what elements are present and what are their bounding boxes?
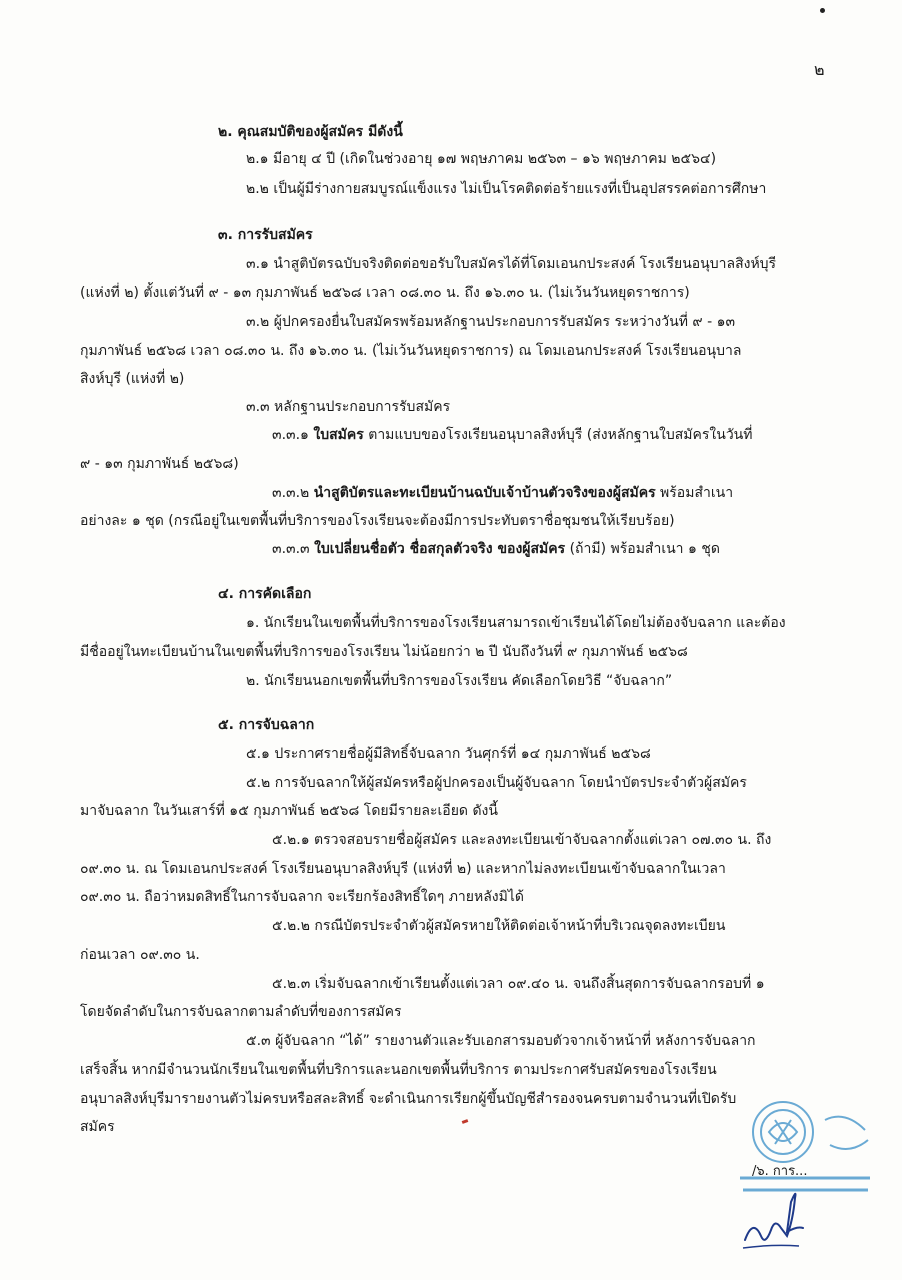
item-3-3-1-cont: ๙ - ๑๓ กุมภาพันธ์ ๒๕๖๘) [80, 456, 239, 472]
section-3-1-cont: (แห่งที่ ๒) ตั้งแต่วันที่ ๙ - ๑๓ กุมภาพันธ์ ๒๕๖๘ เวลา ๐๘.๓๐ น. ถึง ๑๖.๓๐ น. (ไม่เว้นวันหยุดราชการ) [80, 285, 690, 301]
continuation-note: /๖. การ... [752, 1164, 808, 1179]
section-5-3-cont3: สมัคร [80, 1119, 115, 1135]
section-5-2-1: ๕.๒.๑ ตรวจสอบรายชื่อผู้สมัคร และลงทะเบียนเข้าจับฉลากตั้งแต่เวลา ๐๗.๓๐ น. ถึง [272, 832, 772, 848]
item-3-3-2-rest: พร้อมสำเนา [655, 485, 734, 501]
item-3-3-1-num: ๓.๓.๑ [272, 427, 309, 443]
section-3-2: ๓.๒ ผู้ปกครองยื่นใบสมัครพร้อมหลักฐานประกอบการรับสมัคร ระหว่างวันที่ ๙ - ๑๓ [246, 314, 736, 330]
signature [735, 1180, 815, 1260]
item-3-3-2-cont: อย่างละ ๑ ชุด (กรณีอยู่ในเขตพื้นที่บริการของโรงเรียนจะต้องมีการประทับตราชื่อชุมชนให้เรียบร้อย) [80, 513, 675, 529]
section-3-2-cont: กุมภาพันธ์ ๒๕๖๘ เวลา ๐๘.๓๐ น. ถึง ๑๖.๓๐ น. (ไม่เว้นวันหยุดราชการ) ณ โดมเอนกประสงค์ โรงเรียนอนุบาล [80, 343, 742, 359]
item-3-3-1-rest: ตามแบบของโรงเรียนอนุบาลสิงห์บุรี (ส่งหลักฐานใบสมัครในวันที่ [363, 427, 753, 443]
section-2-1: ๒.๑ มีอายุ ๔ ปี (เกิดในช่วงอายุ ๑๗ พฤษภาคม ๒๕๖๓ – ๑๖ พฤษภาคม ๒๕๖๔) [246, 151, 717, 167]
section-2-2: ๒.๒ เป็นผู้มีร่างกายสมบูรณ์แข็งแรง ไม่เป็นโรคติดต่อร้ายแรงที่เป็นอุปสรรคต่อการศึกษา [246, 181, 767, 197]
item-3-3-3-rest: (ถ้ามี) พร้อมสำเนา ๑ ชุด [565, 541, 720, 557]
item-3-3-3-bold: ใบเปลี่ยนชื่อตัว ชื่อสกุลตัวจริง ของผู้สมัคร [314, 541, 566, 557]
section-5-3-cont2: อนุบาลสิงห์บุรีมารายงานตัวไม่ครบหรือสละสิทธิ์ จะดำเนินการเรียกผู้ขึ้นบัญชีสำรองจนครบตามจำนวนที่เปิดรับ [80, 1091, 737, 1107]
section-3-3: ๓.๓ หลักฐานประกอบการรับสมัคร [246, 399, 451, 415]
item-3-3-2-num: ๓.๓.๒ [272, 485, 310, 501]
section-4-heading: ๔. การคัดเลือก [218, 586, 312, 602]
section-5-2-2: ๕.๒.๒ กรณีบัตรประจำตัวผู้สมัครหายให้ติดต่อเจ้าหน้าที่บริเวณจุดลงทะเบียน [272, 918, 726, 934]
section-5-heading: ๕. การจับฉลาก [218, 717, 315, 733]
section-5-1: ๕.๑ ประกาศรายชื่อผู้มีสิทธิ์จับฉลาก วันศุกร์ที่ ๑๔ กุมภาพันธ์ ๒๕๖๘ [246, 746, 651, 762]
section-3-heading: ๓. การรับสมัคร [218, 227, 313, 243]
section-2-heading: ๒. คุณสมบัติของผู้สมัคร มีดังนี้ [218, 124, 403, 140]
section-4-1: ๑. นักเรียนในเขตพื้นที่บริการของโรงเรียนสามารถเข้าเรียนได้โดยไม่ต้องจับฉลาก และต้อง [246, 615, 786, 631]
page-number: ๒ [814, 60, 825, 79]
item-3-3-2 [272, 484, 733, 502]
section-3-1: ๓.๑ นำสูติบัตรฉบับจริงติดต่อขอรับใบสมัครได้ที่โดมเอนกประสงค์ โรงเรียนอนุบาลสิงห์บุรี [246, 256, 777, 272]
item-3-3-2-bold: นำสูติบัตรและทะเบียนบ้านฉบับเจ้าบ้านตัวจริงของผู้สมัคร [313, 485, 656, 501]
section-3-2-cont2: สิงห์บุรี (แห่งที่ ๒) [80, 371, 185, 387]
section-5-2-3: ๕.๒.๓ เริ่มจับฉลากเข้าเรียนตั้งแต่เวลา ๐๙.๔๐ น. จนถึงสิ้นสุดการจับฉลากรอบที่ ๑ [272, 976, 765, 992]
section-5-2-1-cont2: ๐๙.๓๐ น. ถือว่าหมดสิทธิ์ในการจับฉลาก จะเรียกร้องสิทธิ์ใดๆ ภายหลังมิได้ [80, 889, 525, 905]
section-5-2: ๕.๒ การจับฉลากให้ผู้สมัครหรือผู้ปกครองเป็นผู้จับฉลาก โดยนำบัตรประจำตัวผู้สมัคร [246, 775, 747, 791]
section-5-2-2-cont: ก่อนเวลา ๐๙.๓๐ น. [80, 947, 200, 963]
item-3-3-1-bold: ใบสมัคร [313, 427, 364, 443]
section-5-2-3-cont: โดยจัดลำดับในการจับฉลากตามลำดับที่ของการสมัคร [80, 1004, 402, 1020]
item-3-3-1 [272, 426, 752, 444]
section-5-2-cont: มาจับฉลาก ในวันเสาร์ที่ ๑๕ กุมภาพันธ์ ๒๕๖๘ โดยมีรายละเอียด ดังนี้ [80, 803, 498, 819]
section-4-1-cont: มีชื่ออยู่ในทะเบียนบ้านในเขตพื้นที่บริการของโรงเรียน ไม่น้อยกว่า ๒ ปี นับถึงวันที่ ๙ กุมภาพันธ์ ๒๕๖๘ [80, 644, 688, 660]
section-5-3: ๕.๓ ผู้จับฉลาก “ได้” รายงานตัวและรับเอกสารมอบตัวจากเจ้าหน้าที่ หลังการจับฉลาก [246, 1033, 756, 1049]
item-3-3-3 [272, 540, 720, 558]
red-ink-mark [462, 1119, 469, 1124]
item-3-3-3-num: ๓.๓.๓ [272, 541, 310, 557]
section-5-2-1-cont: ๐๙.๓๐ น. ณ โดมเอนกประสงค์ โรงเรียนอนุบาลสิงห์บุรี (แห่งที่ ๒) และหากไม่ลงทะเบียนเข้าจับฉลากในเวลา [80, 861, 726, 877]
section-5-3-cont: เสร็จสิ้น หากมีจำนวนนักเรียนในเขตพื้นที่บริการและนอกเขตพื้นที่บริการ ตามประกาศรับสมัครของโรงเรียน [80, 1062, 717, 1078]
scan-speck [820, 8, 825, 13]
section-4-2: ๒. นักเรียนนอกเขตพื้นที่บริการของโรงเรียน คัดเลือกโดยวิธี “จับฉลาก” [246, 673, 673, 689]
